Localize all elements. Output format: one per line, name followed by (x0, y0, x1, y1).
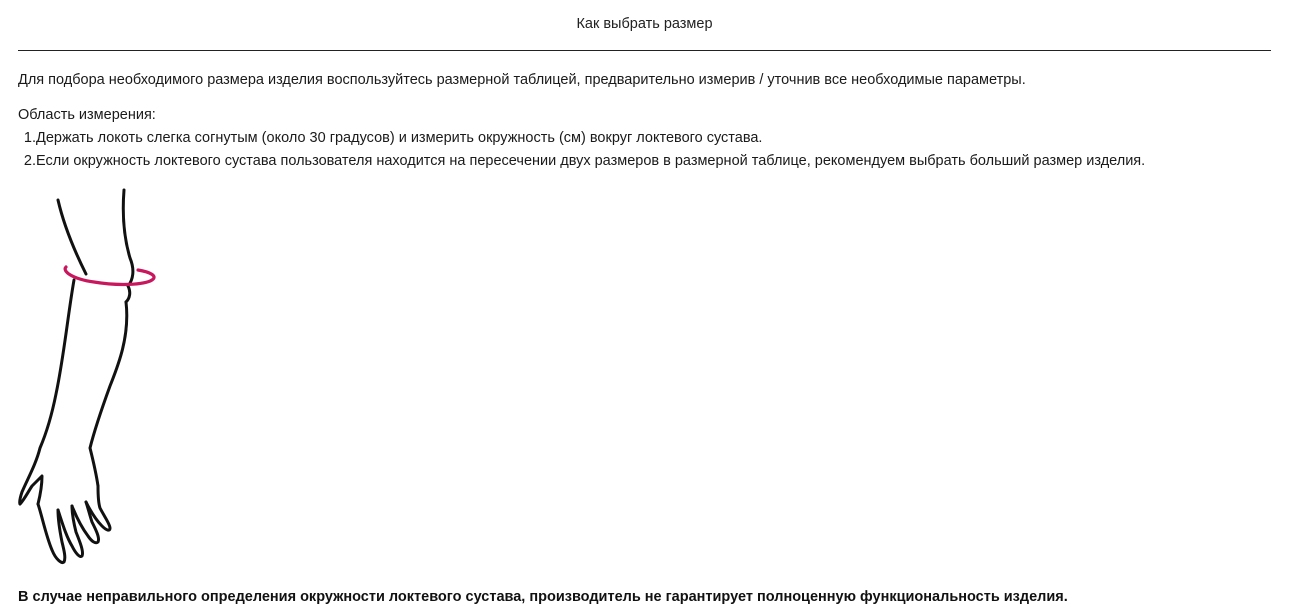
title-divider (18, 50, 1271, 51)
step-text: Если окружность локтевого сустава пользователя находится на пересечении двух размеров в размерной таблице, рекомендуем выбрать больший размер изделия. (36, 153, 1146, 169)
warning-text: В случае неправильного определения окружности локтевого сустава, производитель не гарантирует полноценную функциональность изделия. (18, 589, 1068, 605)
arm-elbow-measurement-icon (18, 186, 168, 571)
list-item (18, 127, 1145, 150)
size-guide-page (18, 0, 1271, 613)
list-item (18, 150, 1145, 173)
step-number: 2. (23, 153, 36, 169)
step-text: Держать локоть слегка согнутым (около 30 градусов) и измерить окружность (см) вокруг локтевого сустава. (36, 130, 763, 146)
measurement-steps-list (18, 127, 1145, 173)
measurement-area-heading: Область измерения: (18, 107, 156, 123)
step-number: 1. (23, 130, 36, 146)
intro-text: Для подбора необходимого размера изделия воспользуйтесь размерной таблицей, предварительно измерив / уточнив все необходимые параметры. (18, 72, 1026, 88)
page-title: Как выбрать размер (576, 16, 713, 32)
